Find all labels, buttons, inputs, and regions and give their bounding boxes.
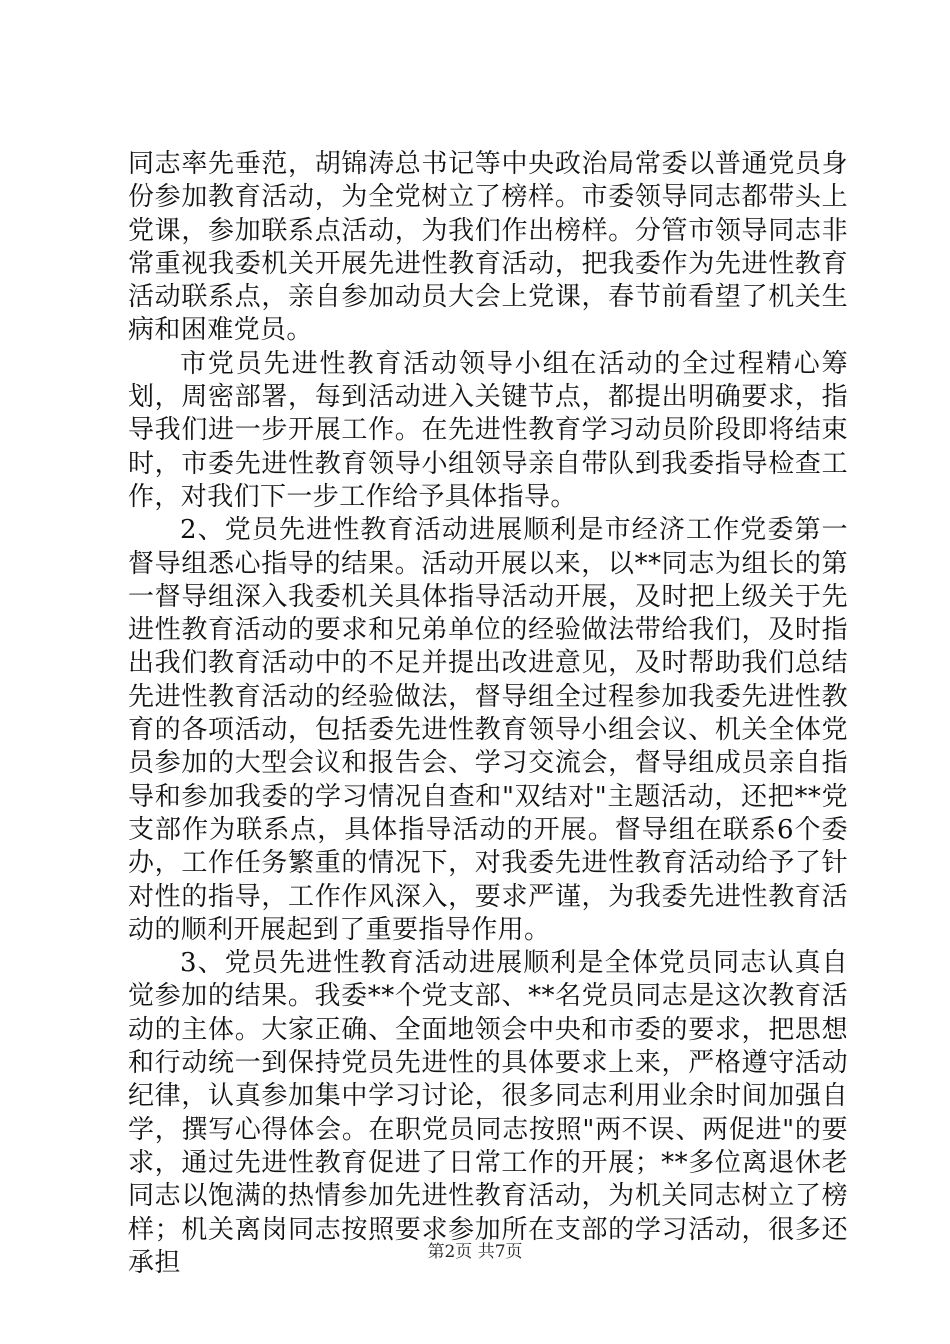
paragraph-leadership-group: 市党员先进性教育活动领导小组在活动的全过程精心筹划，周密部署，每到活动进入关键节点，都提出明确要求，指导我们进一步开展工作。在先进性教育学习动员阶段即将结束时，市委先进性教育领导小组领导亲自带队到我委指导检查工作，对我们下一步工作给予具体指导。 [128, 348, 848, 512]
paragraph-item-3: 3、党员先进性教育活动进展顺利是全体党员同志认真自觉参加的结果。我委**个党支部、**名党员同志是这次教育活动的主体。大家正确、全面地领会中央和市委的要求，把思想和行动统一到保持党员先进性的具体要求上来，严格遵守活动纪律，认真参加集中学习讨论，很多同志利用业余时间加强自学，撰写心得体会。在职党员同志按照"两不误、两促进"的要求，通过先进性教育促进了日常工作的开展；**多位离退休老同志以饱满的热情参加先进性教育活动，为机关同志树立了榜样；机关离岗同志按照要求参加所在支部的学习活动，很多还承担 [128, 948, 848, 1278]
page-footer: 第2页 共7页 [427, 1242, 523, 1262]
paragraph-item-2: 2、党员先进性教育活动进展顺利是市经济工作党委第一督导组悉心指导的结果。活动开展以来，以**同志为组长的第一督导组深入我委机关具体指导活动开展，及时把上级关于先进性教育活动的要求和兄弟单位的经验做法带给我们，及时指出我们教育活动中的不足并提出改进意见，及时帮助我们总结先进性教育活动的经验做法，督导组全过程参加我委先进性教育的各项活动，包括委先进性教育领导小组会议、机关全体党员参加的大型会议和报告会、学习交流会，督导组成员亲自指导和参加我委的学习情况自查和"双结对"主题活动，还把**党支部作为联系点，具体指导活动的开展。督导组在联系6个委办，工作任务繁重的情况下，对我委先进性教育活动给予了针对性的指导，工作作风深入，要求严谨，为我委先进性教育活动的顺利开展起到了重要指导作用。 [128, 515, 848, 945]
body-text [128, 148, 848, 1280]
paragraph-continuation: 同志率先垂范，胡锦涛总书记等中央政治局常委以普通党员身份参加教育活动，为全党树立了榜样。市委领导同志都带头上党课，参加联系点活动，为我们作出榜样。分管市领导同志非常重视我委机关开展先进性教育活动，把我委作为先进性教育活动联系点，亲自参加动员大会上党课，春节前看望了机关生病和困难党员。 [128, 149, 848, 346]
